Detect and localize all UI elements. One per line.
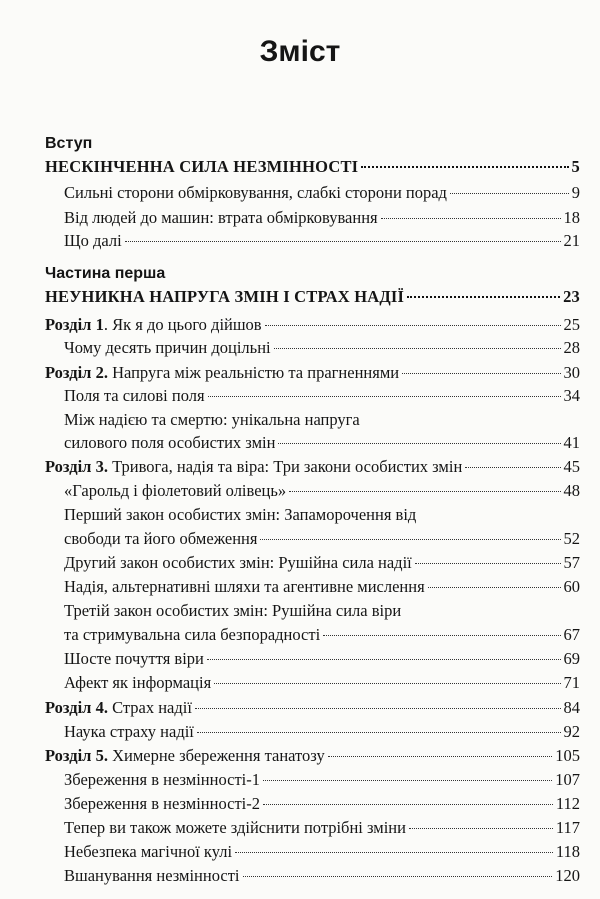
toc-entry: [64, 769, 580, 791]
entry-title-line1: Третій закон особистих змін: Рушійна сила віри: [64, 601, 402, 620]
page-number: 25: [563, 315, 580, 334]
entry-title: Чому десять причин доцільні: [64, 338, 271, 357]
toc-entry: [64, 385, 580, 407]
entry-title: свободи та його обмеження: [64, 529, 258, 548]
toc-entry: [64, 480, 580, 502]
dot-leader: [214, 683, 560, 684]
dot-leader: [197, 732, 561, 733]
page-number: 71: [563, 673, 580, 692]
entry-title: Наука страху надії: [64, 722, 194, 741]
entry-title-line1: Перший закон особистих змін: Запаморочення від: [64, 505, 417, 524]
chapter-entry: [45, 745, 580, 767]
entry-title: «Гарольд і фіолетовий олівець»: [64, 481, 287, 500]
dot-leader: [278, 443, 560, 444]
toc-entry: [45, 286, 580, 308]
page-number: 18: [563, 208, 580, 227]
entry-title: Що далі: [64, 231, 122, 250]
page-number: 28: [563, 338, 580, 357]
dot-leader: [263, 804, 553, 805]
entry-title: НЕСКІНЧЕННА СИЛА НЕЗМІННОСТІ: [45, 157, 359, 176]
entry-title: Надія, альтернативні шляхи та агентивне мислення: [64, 577, 425, 596]
chapter-prefix: Розділ 4.: [45, 698, 108, 717]
dot-leader: [260, 539, 560, 540]
page-number: 118: [555, 842, 580, 861]
page-number: 45: [563, 457, 580, 476]
toc-entry: [64, 552, 580, 574]
page-number: 30: [563, 363, 580, 382]
toc-entry: [64, 841, 580, 863]
toc-entry: [64, 432, 580, 454]
chapter-title: [45, 745, 325, 767]
dot-leader: [428, 587, 561, 588]
page-number: 23: [563, 287, 580, 306]
chapter-title: [45, 697, 192, 719]
dot-leader: [195, 708, 561, 709]
page-number: 5: [571, 157, 580, 176]
toc-entry: [64, 182, 580, 204]
dot-leader: [328, 756, 553, 757]
toc-entry: [64, 528, 580, 550]
dot-leader: [208, 396, 561, 397]
dot-leader: [235, 852, 553, 853]
dot-leader: [263, 780, 552, 781]
toc-entry: [64, 721, 580, 743]
dot-leader: [207, 659, 561, 660]
entry-title: Шосте почуття віри: [64, 649, 204, 668]
page-number: 92: [563, 722, 580, 741]
entry-title: Небезпека магічної кулі: [64, 842, 233, 861]
dot-leader: [450, 193, 569, 194]
dot-leader: [407, 296, 560, 298]
chapter-title: [45, 456, 462, 478]
part-one-heading: Частина перша: [45, 265, 166, 282]
chapter-title-text: Страх надії: [107, 698, 192, 717]
toc-entry: [64, 865, 580, 887]
page-number: 52: [563, 529, 580, 548]
page-number: 84: [563, 698, 580, 717]
page-number: 105: [555, 746, 580, 765]
dot-leader: [274, 348, 561, 349]
dot-leader: [409, 828, 553, 829]
page-number: 107: [555, 770, 580, 789]
toc-entry: [64, 648, 580, 670]
chapter-entry: [45, 362, 580, 384]
toc-entry: [45, 156, 580, 178]
page-number: 69: [563, 649, 580, 668]
dot-leader: [289, 491, 560, 492]
dot-leader: [415, 563, 561, 564]
dot-leader: [323, 635, 560, 636]
entry-title: Афект як інформація: [64, 673, 212, 692]
entry-title: силового поля особистих змін: [64, 433, 276, 452]
chapter-entry: [45, 697, 580, 719]
chapter-prefix: Розділ 1: [45, 315, 104, 334]
dot-leader: [381, 218, 561, 219]
chapter-title: [45, 314, 262, 336]
dot-leader: [243, 876, 553, 877]
page-number: 60: [563, 577, 580, 596]
page-title: Зміст: [259, 35, 341, 68]
page-number: 41: [563, 433, 580, 452]
chapter-prefix: Розділ 2.: [45, 363, 108, 382]
page-number: 67: [563, 625, 580, 644]
page-number: 9: [571, 183, 580, 202]
intro-heading: Вступ: [45, 135, 93, 152]
dot-leader: [361, 166, 568, 168]
page-number: 117: [555, 818, 580, 837]
chapter-entry: [45, 314, 580, 336]
chapter-title-text: Химерне збереження танатозу: [107, 746, 325, 765]
toc-entry: [64, 576, 580, 598]
entry-title: НЕУНИКНА НАПРУГА ЗМІН І СТРАХ НАДІЇ: [45, 287, 405, 306]
toc-entry: [64, 817, 580, 839]
dot-leader: [465, 467, 560, 468]
entry-title: Збереження в незмінності-2: [64, 794, 260, 813]
entry-title-line1: Між надією та смертю: унікальна напруга: [64, 410, 360, 429]
entry-title: Сильні сторони обмірковування, слабкі сторони порад: [64, 183, 447, 202]
toc-entry: [64, 230, 580, 252]
chapter-title: [45, 362, 399, 384]
page-number: 57: [563, 553, 580, 572]
page-number: 120: [555, 866, 580, 885]
entry-title: Тепер ви також можете здійснити потрібні зміни: [64, 818, 406, 837]
toc-entry: [64, 793, 580, 815]
toc-entry: [64, 624, 580, 646]
chapter-prefix: Розділ 5.: [45, 746, 108, 765]
chapter-entry: [45, 456, 580, 478]
chapter-title-text: . Як я до цього дійшов: [103, 315, 262, 334]
entry-title: та стримувальна сила безпорадності: [64, 625, 321, 644]
dot-leader: [125, 241, 561, 242]
entry-title: Збереження в незмінності-1: [64, 770, 260, 789]
toc-entry: [64, 337, 580, 359]
toc-entry: [64, 672, 580, 694]
dot-leader: [402, 373, 560, 374]
page-number: 21: [563, 231, 580, 250]
dot-leader: [265, 325, 561, 326]
page-number: 48: [563, 481, 580, 500]
toc-entry: [64, 207, 580, 229]
entry-title: Поля та силові поля: [64, 386, 205, 405]
page-number: 112: [555, 794, 580, 813]
chapter-prefix: Розділ 3.: [45, 457, 108, 476]
entry-title: Від людей до машин: втрата обмірковування: [64, 208, 378, 227]
chapter-title-text: Тривога, надія та віра: Три закони особистих змін: [107, 457, 463, 476]
entry-title: Вшанування незмінності: [64, 866, 240, 885]
page-number: 34: [563, 386, 580, 405]
entry-title: Другий закон особистих змін: Рушійна сила надії: [64, 553, 412, 572]
chapter-title-text: Напруга між реальністю та прагненнями: [107, 363, 400, 382]
